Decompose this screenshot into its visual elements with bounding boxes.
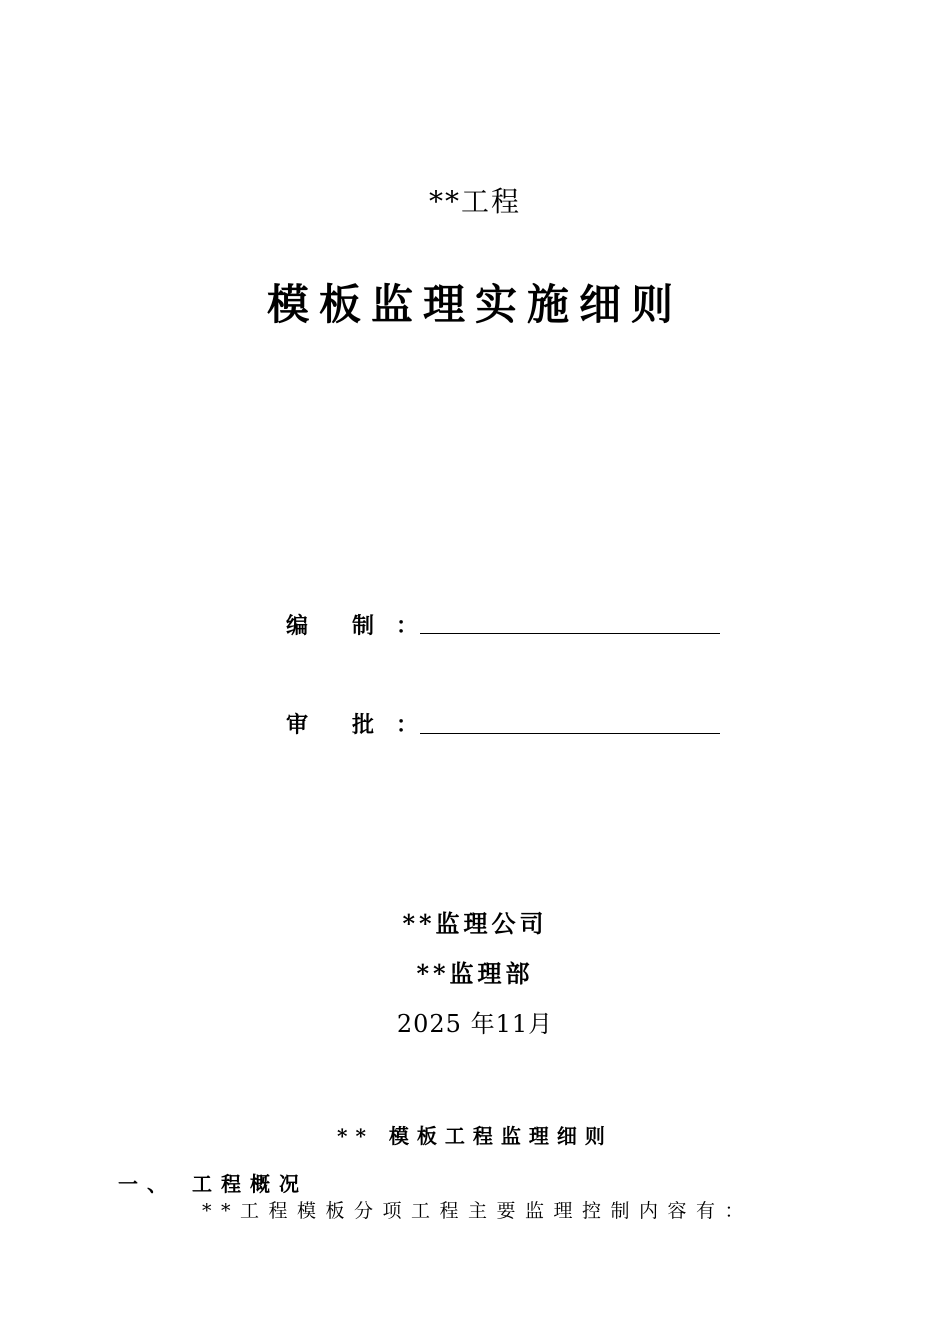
chapter-heading: 一、 工程概况 — [118, 1172, 308, 1196]
approve-label-char-1: 审 — [286, 712, 309, 738]
document-title: 模板监理实施细则 — [266, 280, 683, 329]
company-name: **监理公司 — [402, 909, 548, 938]
compile-label-colon: ： — [396, 613, 419, 639]
approve-label-colon: ： — [396, 712, 419, 738]
issue-date: 2025 年11月 — [396, 1010, 554, 1038]
body-text-line: **工程模板分项工程主要监理控制内容有： — [202, 1200, 754, 1222]
compile-label-char-1: 编 — [286, 613, 309, 639]
compile-signature-label — [286, 609, 418, 640]
department-name: **监理部 — [416, 959, 534, 988]
approve-signature-line — [420, 733, 720, 734]
project-title: **工程 — [428, 185, 521, 218]
approve-label-char-2: 批 — [352, 712, 375, 738]
section-heading: ** 模板工程监理细则 — [337, 1124, 613, 1148]
compile-signature-line — [420, 633, 720, 634]
compile-label-char-2: 制 — [352, 613, 375, 639]
approve-signature-label — [286, 708, 418, 739]
